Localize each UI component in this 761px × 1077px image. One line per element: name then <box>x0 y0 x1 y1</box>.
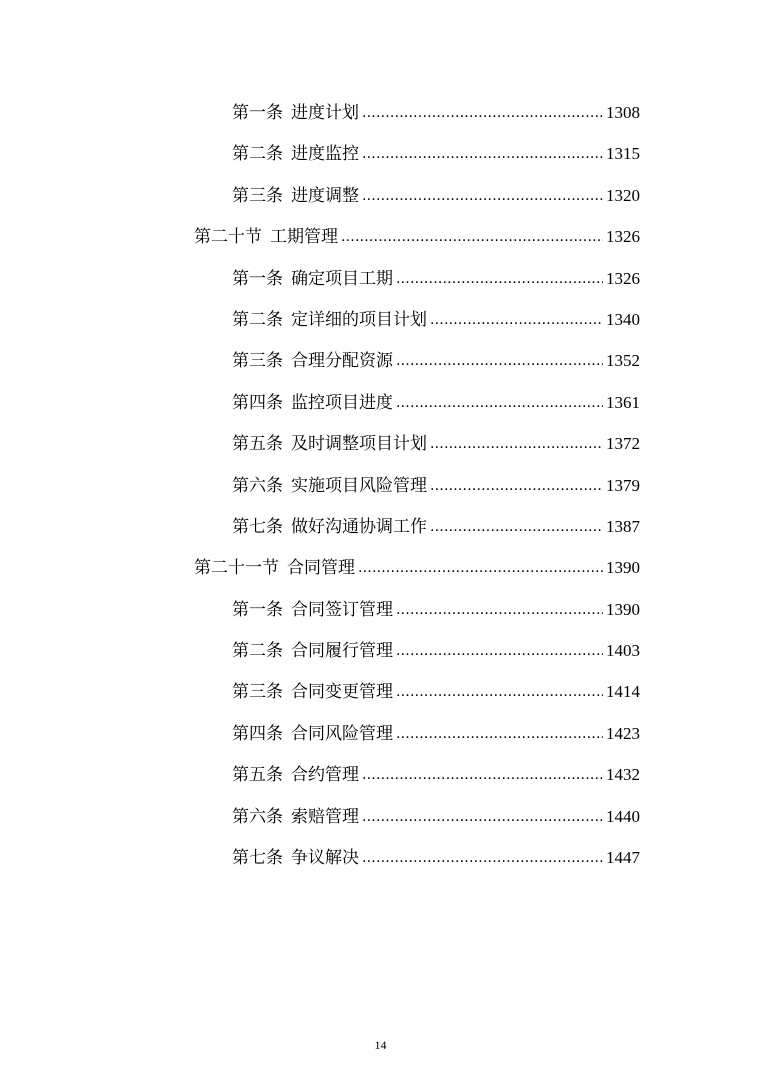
toc-dot-leader <box>362 754 603 796</box>
toc-article-entry[interactable] <box>232 175 640 216</box>
toc-entry-label <box>194 548 355 589</box>
toc-entry-number: 第二条 <box>232 144 283 165</box>
toc-entry-number: 第三条 <box>232 351 283 372</box>
toc-article-entry[interactable] <box>232 465 640 506</box>
toc-entry-title: 争议解决 <box>291 848 359 869</box>
toc-entry-page: 1403 <box>606 641 640 661</box>
toc-entry-title: 定详细的项目计划 <box>291 309 427 330</box>
toc-section-entry[interactable] <box>194 216 640 257</box>
toc-entry-label <box>232 466 427 507</box>
toc-entry-title: 工期管理 <box>270 227 338 248</box>
toc-entry-label <box>232 797 359 838</box>
toc-entry-page: 1440 <box>606 806 640 826</box>
toc-entry-title: 合同风险管理 <box>291 723 393 744</box>
toc-entry-title: 及时调整项目计划 <box>291 434 427 455</box>
toc-dot-leader <box>396 630 603 672</box>
toc-dot-leader <box>430 465 603 507</box>
toc-entry-number: 第三条 <box>232 682 283 703</box>
toc-entry-label <box>232 590 393 631</box>
toc-article-entry[interactable] <box>232 671 640 712</box>
toc-entry-number: 第一条 <box>232 103 283 123</box>
toc-dot-leader <box>396 589 603 631</box>
toc-entry-title: 合同变更管理 <box>291 682 393 703</box>
toc-entry-number: 第一条 <box>232 599 283 620</box>
toc-entry-page: 1447 <box>606 848 640 868</box>
toc-entry-number: 第二十一节 <box>194 558 279 579</box>
toc-entry-label <box>232 424 427 465</box>
toc-article-entry[interactable] <box>232 630 640 671</box>
toc-entry-page: 1340 <box>606 309 640 329</box>
toc-entry-label <box>232 259 393 300</box>
toc-entry-title: 进度计划 <box>291 103 359 123</box>
toc-entry-number: 第四条 <box>232 392 283 413</box>
toc-article-entry[interactable] <box>232 382 640 423</box>
toc-entry-number: 第一条 <box>232 268 283 289</box>
toc-entry-page: 1308 <box>606 103 640 122</box>
toc-entry-page: 1320 <box>606 185 640 205</box>
toc-entry-title: 确定项目工期 <box>291 268 393 289</box>
toc-entry-label <box>232 838 359 879</box>
toc-entry-page: 1423 <box>606 723 640 743</box>
toc-entry-page: 1390 <box>606 558 640 578</box>
toc-dot-leader <box>396 340 603 382</box>
toc-entry-label <box>232 93 359 134</box>
toc-entry-title: 合理分配资源 <box>291 351 393 372</box>
page-number: 14 <box>374 1038 387 1052</box>
toc-entry-label <box>232 383 393 424</box>
toc-dot-leader <box>362 837 603 879</box>
toc-dot-leader <box>341 216 603 258</box>
toc-entry-page: 1432 <box>606 765 640 785</box>
toc-entry-title: 进度监控 <box>291 144 359 165</box>
toc-entry-title: 索赔管理 <box>291 806 359 827</box>
toc-entry-page: 1390 <box>606 599 640 619</box>
toc-dot-leader <box>362 133 603 175</box>
toc-dot-leader <box>430 506 603 548</box>
toc-dot-leader <box>430 299 603 341</box>
toc-entry-page: 1361 <box>606 392 640 412</box>
toc-entry-page: 1326 <box>606 227 640 247</box>
toc-entry-title: 合同签订管理 <box>291 599 393 620</box>
toc-entry-page: 1387 <box>606 516 640 536</box>
toc-entry-number: 第五条 <box>232 434 283 455</box>
toc-entry-title: 做好沟通协调工作 <box>291 516 427 537</box>
toc-article-entry[interactable] <box>232 713 640 754</box>
toc-article-entry[interactable] <box>232 92 640 133</box>
toc-entry-title: 进度调整 <box>291 185 359 206</box>
toc-section-entry[interactable] <box>194 547 640 588</box>
toc-entry-number: 第三条 <box>232 185 283 206</box>
toc-article-entry[interactable] <box>232 423 640 464</box>
toc-entry-number: 第二条 <box>232 309 283 330</box>
toc-entry-number: 第七条 <box>232 848 283 869</box>
toc-dot-leader <box>396 671 603 713</box>
toc-dot-leader <box>362 796 603 838</box>
toc-dot-leader <box>396 258 603 300</box>
toc-entry-page: 1352 <box>606 351 640 371</box>
toc-article-entry[interactable] <box>232 258 640 299</box>
toc-article-entry[interactable] <box>232 299 640 340</box>
toc-entry-title: 合同履行管理 <box>291 641 393 662</box>
toc-entry-page: 1326 <box>606 268 640 288</box>
toc-entry-label <box>232 341 393 382</box>
toc-entry-label <box>232 631 393 672</box>
toc-article-entry[interactable] <box>232 133 640 174</box>
toc-entry-label <box>194 217 338 258</box>
toc-entry-page: 1414 <box>606 682 640 702</box>
toc-dot-leader <box>358 547 603 589</box>
toc-entry-number: 第六条 <box>232 475 283 496</box>
toc-article-entry[interactable] <box>232 340 640 381</box>
toc-entry-number: 第七条 <box>232 516 283 537</box>
toc-entry-label <box>232 507 427 548</box>
toc-entry-label <box>232 755 359 796</box>
toc-article-entry[interactable] <box>232 506 640 547</box>
toc-entry-title: 合同管理 <box>287 558 355 579</box>
toc-entry-page: 1379 <box>606 475 640 495</box>
toc-article-entry[interactable] <box>232 589 640 630</box>
toc-entry-label <box>232 176 359 217</box>
toc-entry-label <box>232 714 393 755</box>
toc-article-entry[interactable] <box>232 837 640 878</box>
toc-entry-number: 第二条 <box>232 641 283 662</box>
toc-entry-label <box>232 672 393 713</box>
toc-entry-number: 第四条 <box>232 723 283 744</box>
toc-entry-page: 1315 <box>606 144 640 164</box>
toc-entry-number: 第六条 <box>232 806 283 827</box>
toc-entry-number: 第五条 <box>232 765 283 786</box>
toc-entry-title: 实施项目风险管理 <box>291 475 427 496</box>
toc-entry-label <box>232 134 359 175</box>
toc-entry-number: 第二十节 <box>194 227 262 248</box>
table-of-contents <box>0 92 761 878</box>
toc-dot-leader <box>396 713 603 755</box>
toc-article-entry[interactable] <box>232 796 640 837</box>
toc-dot-leader <box>362 175 603 217</box>
toc-dot-leader <box>396 382 603 424</box>
toc-entry-page: 1372 <box>606 434 640 454</box>
toc-entry-label <box>232 300 427 341</box>
toc-entry-title: 合约管理 <box>291 765 359 786</box>
toc-dot-leader <box>430 423 603 465</box>
toc-article-entry[interactable] <box>232 754 640 795</box>
toc-dot-leader <box>362 92 603 134</box>
toc-entry-title: 监控项目进度 <box>291 392 393 413</box>
